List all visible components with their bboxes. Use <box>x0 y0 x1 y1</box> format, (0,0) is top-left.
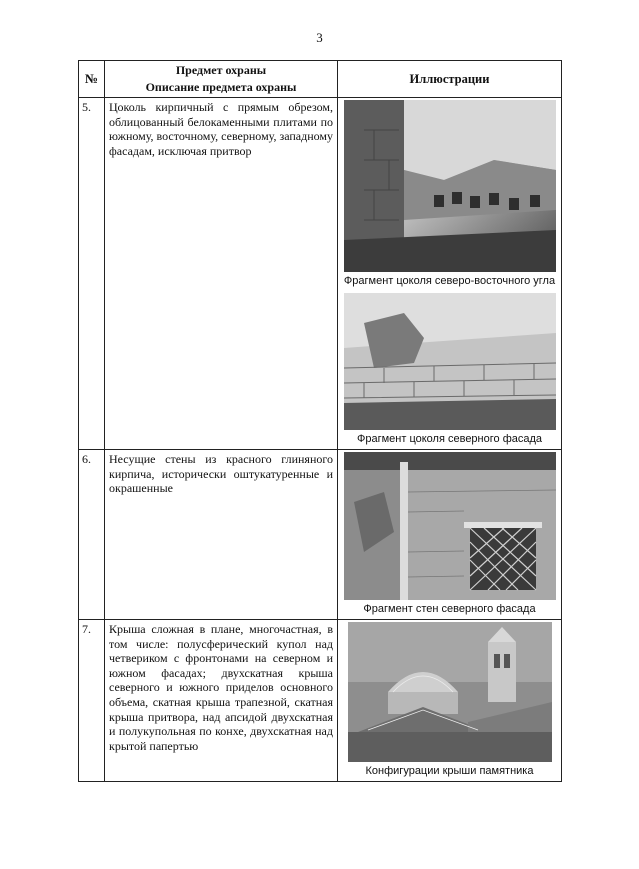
row-number: 5. <box>79 98 105 450</box>
row-illustrations <box>338 620 562 782</box>
row-description: Несущие стены из красного глиняного кирпича, исторически оштукатуренные и окрашенные <box>105 450 338 620</box>
photo-plinth-northeast-corner <box>344 100 556 272</box>
row-description: Цоколь кирпичный с прямым обрезом, облицованный белокаменными плитами по южному, восточному, северному, западному фасадам, исключая притвор <box>105 98 338 450</box>
table-row <box>79 620 562 782</box>
table-header-row <box>79 61 562 98</box>
header-subject-title: Предмет охраны <box>175 63 267 77</box>
photo-caption: Фрагмент стен северного фасада <box>363 603 536 615</box>
row-illustrations <box>338 450 562 620</box>
header-num: № <box>79 61 105 98</box>
row-illustrations <box>338 98 562 450</box>
row-number: 6. <box>79 450 105 620</box>
photo-roof-configuration <box>348 622 552 762</box>
header-illustrations: Иллюстрации <box>338 61 562 98</box>
table-row <box>79 98 562 450</box>
table-row <box>79 450 562 620</box>
row-description: Крыша сложная в плане, многочастная, в том числе: полусферический купол над четвериком с фронтонами на северном и южном фасадах; двухскатная крыша северного и южного приделов основного объема, скатная крыша трапезной, скатная крыша притвора, над апсидой двухскатная и полукупольная по конхе, двухскатная над крытой папертью <box>105 620 338 782</box>
photo-plinth-north-facade <box>344 293 556 430</box>
protection-table <box>78 60 562 782</box>
header-subject <box>105 61 338 98</box>
page-number: 3 <box>316 30 323 45</box>
row-number: 7. <box>79 620 105 782</box>
photo-north-facade-walls <box>344 452 556 600</box>
header-subject-description: Описание предмета охраны <box>145 80 297 94</box>
photo-caption: Конфигурации крыши памятника <box>365 765 534 777</box>
photo-caption: Фрагмент цоколя северо-восточного угла <box>343 275 556 287</box>
photo-caption: Фрагмент цоколя северного фасада <box>356 433 543 445</box>
